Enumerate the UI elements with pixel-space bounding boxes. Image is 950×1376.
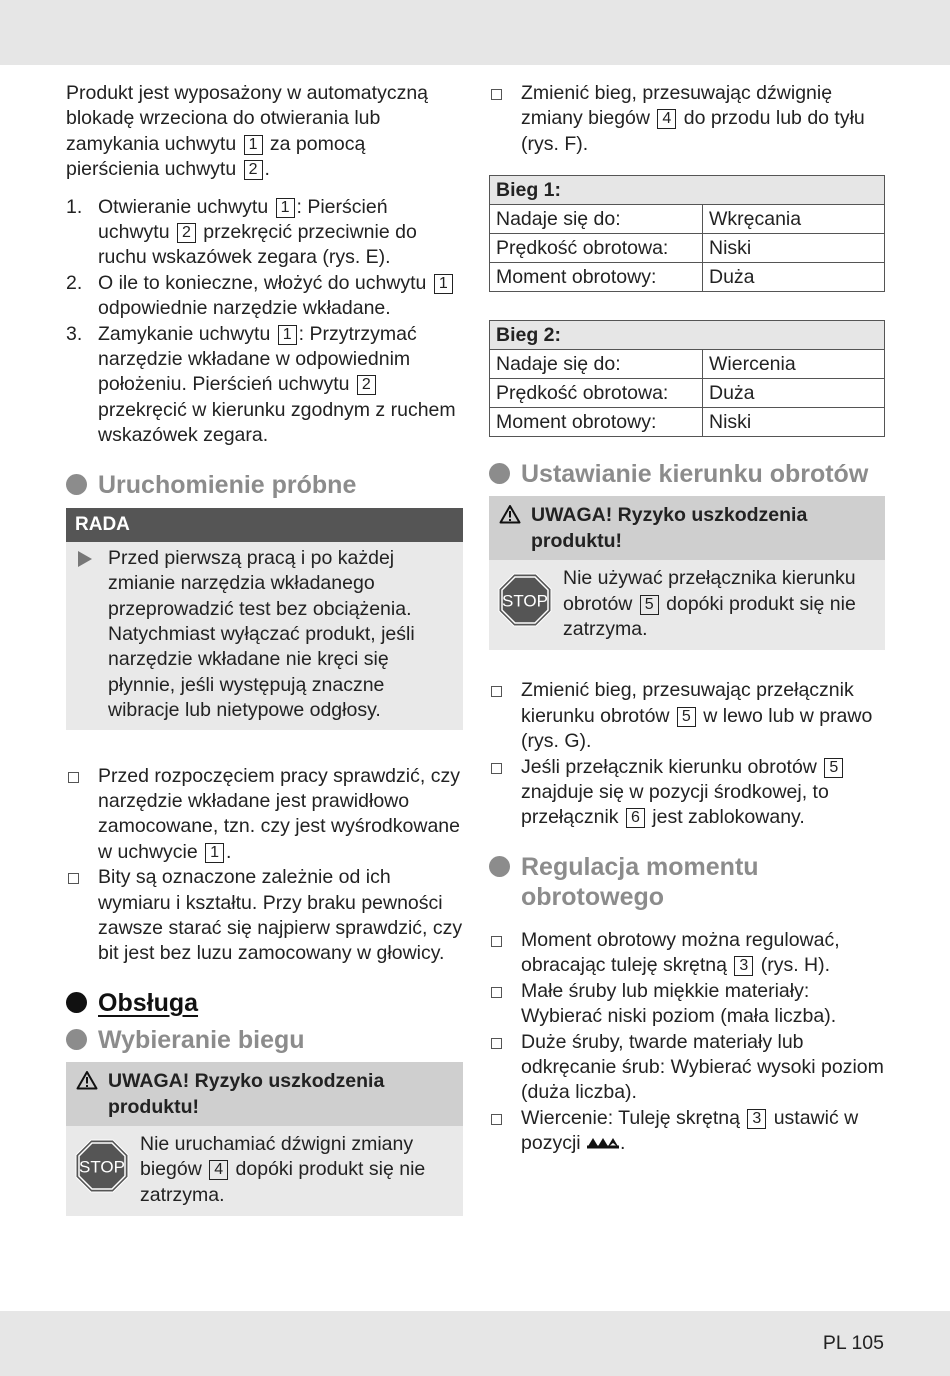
page-number: PL 105 xyxy=(822,1332,884,1354)
table-row: Nadaje się do: Wiercenia xyxy=(490,350,885,379)
list-item: 3. Zamykanie uchwytu 1 : Przytrzymać narzędzie wkładane w odpowiednim położeniu. Pierścień uchwytu 2 przekręcić w kierunku zgodnym z ruchem wskazówek zegara. xyxy=(66,322,456,447)
footer-bar xyxy=(0,1311,950,1376)
section-heading: Regulacja momentu obrotowego xyxy=(489,852,885,912)
right-column xyxy=(489,81,885,1157)
checkbox-square-icon xyxy=(68,772,79,783)
svg-text:STOP: STOP xyxy=(79,1157,125,1177)
warning-box: UWAGA! Ryzyko uszkodzenia produktu! STOP Nie uruchamiać dźwigni zmiany biegów 4 dopóki produkt się nie zatrzyma. xyxy=(66,1062,463,1216)
ref-number: 2 xyxy=(177,223,196,243)
checkbox-square-icon xyxy=(491,936,502,947)
ref-number: 2 xyxy=(244,160,263,180)
list-item: Małe śruby lub miękkie materiały: Wybierać niski poziom (mała liczba). xyxy=(489,979,885,1030)
section-heading: Wybieranie biegu xyxy=(66,1025,463,1055)
direction-list xyxy=(489,678,885,830)
list-item: 1. Otwieranie uchwytu 1 : Pierścień uchwytu 2 przekręcić przeciwnie do ruchu wskazówek zegara (rys. E). xyxy=(66,195,417,269)
warning-triangle-icon xyxy=(76,1070,98,1090)
checkbox-square-icon xyxy=(68,873,79,884)
warning-title: UWAGA! Ryzyko uszkodzenia produktu! xyxy=(531,504,808,553)
ref-number: 1 xyxy=(205,843,224,863)
ref-number: 1 xyxy=(278,325,297,345)
intro-paragraph: Produkt jest wyposażony w automatyczną blokadę wrzeciona do otwierania lub zamykania uchwytu 1 za pomocą pierścienia uchwytu 2 . xyxy=(66,82,429,181)
list-item: Zmienić bieg, przesuwając przełącznik kierunku obrotów 5 w lewo lub w prawo (rys. G). xyxy=(489,678,885,754)
ref-number: 3 xyxy=(747,1109,766,1129)
header-bar xyxy=(0,0,950,65)
list-item: Moment obrotowy można regulować, obracając tuleję skrętną 3 (rys. H). xyxy=(489,928,885,979)
bullet-dot-icon xyxy=(66,1029,87,1050)
ref-number: 1 xyxy=(434,274,453,294)
warning-box: UWAGA! Ryzyko uszkodzenia produktu! STOP Nie używać przełącznika kierunku obrotów 5 dopóki produkt się nie zatrzyma. xyxy=(489,496,885,650)
table-row: Nadaje się do: Wkręcania xyxy=(490,205,885,234)
warning-triangle-icon xyxy=(499,504,521,524)
ref-number: 4 xyxy=(657,109,676,129)
table-row: Prędkość obrotowa: Duża xyxy=(490,379,885,408)
gear-change-list xyxy=(489,81,885,157)
checkbox-square-icon xyxy=(491,1038,502,1049)
list-item: Przed rozpoczęciem pracy sprawdzić, czy narzędzie wkładane jest prawidłowo zamocowane, tzn. czy jest wyśrodkowane w uchwycie 1 . xyxy=(66,764,463,866)
list-item: Bity są oznaczone zależnie od ich wymiaru i kształtu. Przy braku pewności zawsze starać się najpierw sprawdzić, czy bit jest bez luzu zamocowany w głowicy. xyxy=(66,865,463,967)
list-item: Wiercenie: Tuleję skrętną 3 ustawić w pozycji . xyxy=(489,1106,885,1157)
bullet-dot-icon xyxy=(66,474,87,495)
ref-number: 4 xyxy=(209,1160,228,1180)
ref-number: 1 xyxy=(244,135,263,155)
check-list xyxy=(66,764,463,967)
triangle-right-icon xyxy=(78,551,92,567)
warning-title: UWAGA! Ryzyko uszkodzenia produktu! xyxy=(108,1069,385,1118)
checkbox-square-icon xyxy=(491,763,502,774)
checkbox-square-icon xyxy=(491,1114,502,1125)
ref-number: 6 xyxy=(626,808,645,828)
ref-number: 1 xyxy=(276,198,295,218)
tip-box xyxy=(66,508,463,730)
list-item: Zmienić bieg, przesuwając dźwignię zmiany biegów 4 do przodu lub do tyłu (rys. F). xyxy=(489,81,885,157)
ref-number: 5 xyxy=(640,595,659,615)
list-item: Jeśli przełącznik kierunku obrotów 5 znajduje się w pozycji środkowej, to przełącznik 6 jest zablokowany. xyxy=(489,755,885,831)
left-column xyxy=(66,81,463,1216)
ref-number: 3 xyxy=(734,956,753,976)
torque-list xyxy=(489,928,885,1157)
list-item: Duże śruby, twarde materiały lub odkręcanie śrub: Wybierać wysoki poziom (duża liczba). xyxy=(489,1030,885,1106)
ref-number: 5 xyxy=(677,707,696,727)
steps-list xyxy=(66,195,463,449)
section-heading: Uruchomienie próbne xyxy=(66,470,463,500)
bullet-dot-icon xyxy=(489,856,510,877)
list-item: 2. O ile to konieczne, włożyć do uchwytu 1 odpowiednie narzędzie wkładane. xyxy=(66,271,463,322)
svg-text:STOP: STOP xyxy=(502,591,548,611)
drill-symbol-icon xyxy=(586,1137,620,1149)
checkbox-square-icon xyxy=(491,686,502,697)
table-row: Moment obrotowy: Niski xyxy=(490,408,885,437)
ref-number: 2 xyxy=(357,375,376,395)
checkbox-square-icon xyxy=(491,89,502,100)
stop-sign-icon xyxy=(497,572,553,628)
ref-number: 5 xyxy=(824,758,843,778)
tip-label: RADA xyxy=(66,508,463,542)
checkbox-square-icon xyxy=(491,987,502,998)
tip-text: Przed pierwszą pracą i po każdej zmianie narzędzia wkładanego przeprowadzić test bez obciążenia. Natychmiast wyłączać produkt, jeśli narzędzie wkładane nie kręci się płynnie, jeśli występują znaczne wibracje lub nietypowe odgłosy. xyxy=(108,546,415,722)
table-row: Moment obrotowy: Duża xyxy=(490,263,885,292)
bullet-dot-icon xyxy=(489,463,510,484)
section-heading: Ustawianie kierunku obrotów xyxy=(489,459,885,489)
table-row: Prędkość obrotowa: Niski xyxy=(490,234,885,263)
gear2-table: Bieg 2: Nadaje się do: Wiercenia Prędkość obrotowa: Duża Moment obrotowy: Niski xyxy=(489,320,885,437)
gear1-table: Bieg 1: Nadaje się do: Wkręcania Prędkość obrotowa: Niski Moment obrotowy: Duża xyxy=(489,175,885,292)
bullet-dot-icon xyxy=(66,992,87,1013)
stop-sign-icon xyxy=(74,1138,130,1194)
main-heading: Obsługa xyxy=(66,988,463,1018)
